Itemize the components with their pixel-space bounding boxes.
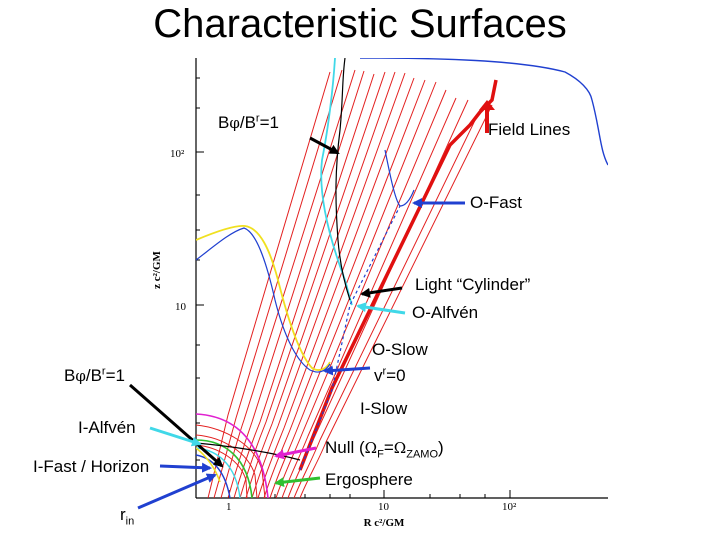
field-lines-label: Field Lines bbox=[488, 120, 571, 139]
r-in-arrow bbox=[138, 475, 215, 508]
x-tick-1: 1 bbox=[226, 501, 232, 513]
bphi-br-top-label: $B\varphi/B^r=1$ bbox=[218, 112, 279, 132]
i-slow-label: I-Slow bbox=[360, 399, 408, 418]
o-fast-label: O-Fast bbox=[470, 193, 522, 212]
y-tick-100: 10² bbox=[170, 148, 185, 160]
light-cylinder-curve bbox=[336, 58, 350, 300]
x-axis-label: R c²/GM bbox=[363, 517, 405, 529]
light-cylinder-label: Light “Cylinder” bbox=[415, 275, 531, 294]
vr-zero-label: $v^r=0$ bbox=[374, 365, 406, 385]
y-axis-ticks bbox=[196, 78, 204, 460]
o-alfven-label: O-Alfvén bbox=[412, 303, 479, 322]
y-axis-label: z c²/GM bbox=[151, 251, 163, 289]
bphi-left-arrow bbox=[130, 385, 222, 466]
i-fast-horizon-label: I-Fast / Horizon bbox=[33, 457, 150, 476]
vr-zero-curve bbox=[196, 228, 330, 372]
y-tick-10: 10 bbox=[175, 301, 186, 313]
i-fast-arrow bbox=[160, 466, 210, 468]
vr-zero-arrow bbox=[325, 368, 370, 371]
r-in-label: $r_{in}$ bbox=[120, 505, 135, 528]
field-line bbox=[270, 82, 436, 498]
x-tick-10: 10 bbox=[378, 501, 389, 513]
o-alfven-arrow bbox=[358, 306, 405, 313]
field-line bbox=[258, 78, 414, 498]
page-title: Characteristic Surfaces bbox=[153, 2, 567, 46]
o-fast-curve bbox=[360, 58, 608, 165]
i-alfven-arrow bbox=[150, 428, 200, 444]
field-line bbox=[246, 72, 395, 498]
field-line bbox=[228, 71, 364, 498]
x-tick-100: 10² bbox=[502, 501, 517, 513]
null-label: Null $(\Omega_F=\Omega_{ZAMO})$ bbox=[325, 438, 444, 461]
field-line bbox=[234, 74, 374, 498]
bphi-br-left-label: $B\varphi/B^r=1$ bbox=[64, 365, 125, 385]
ergosphere-label: Ergosphere bbox=[325, 470, 413, 489]
field-line bbox=[208, 72, 330, 498]
i-alfven-label: I-Alfvén bbox=[78, 418, 136, 437]
o-slow-label: O-Slow bbox=[372, 340, 428, 359]
